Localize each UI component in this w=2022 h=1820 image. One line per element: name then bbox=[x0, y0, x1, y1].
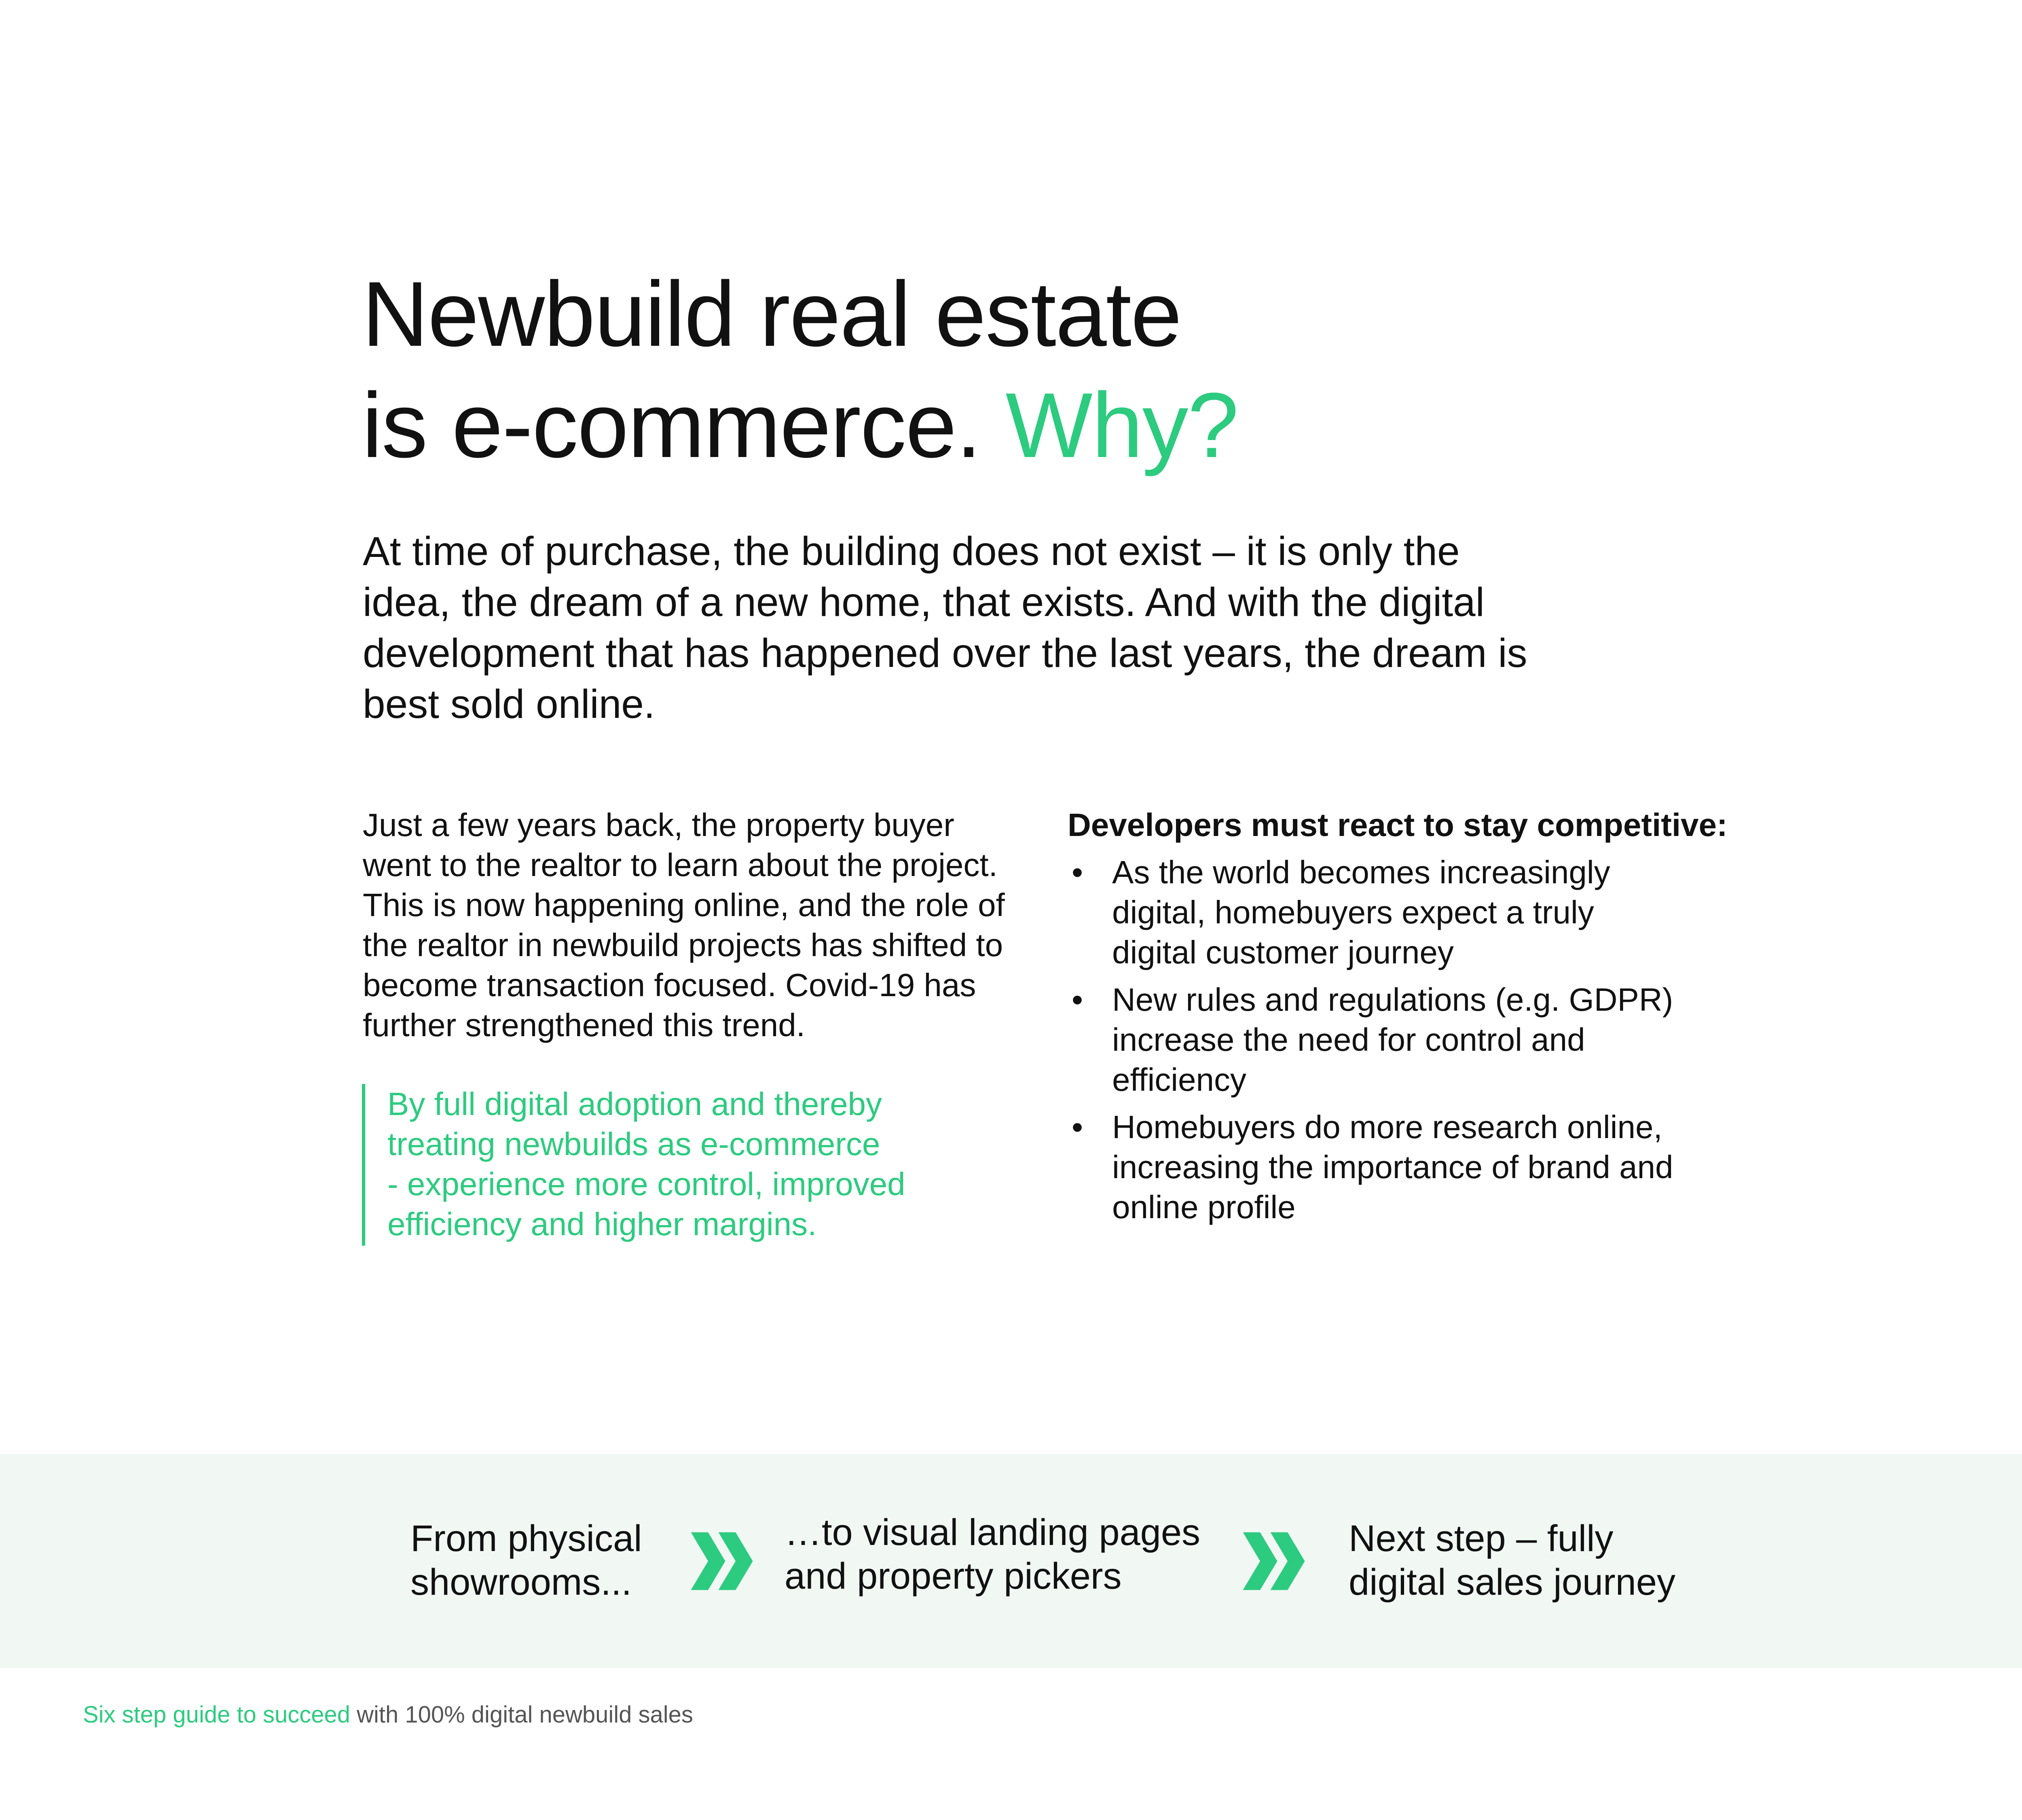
callout-line: By full digital adoption and thereby bbox=[387, 1086, 882, 1122]
body-paragraph bbox=[363, 805, 1058, 1045]
footer-tagline bbox=[83, 1701, 693, 1729]
callout-line: - experience more control, improved bbox=[387, 1166, 905, 1202]
step-line: and property pickers bbox=[785, 1555, 1122, 1597]
developers-heading: Developers must react to stay competitive: bbox=[1068, 807, 1728, 843]
intro-line: idea, the dream of a new home, that exists. And with the digital bbox=[363, 580, 1485, 625]
step-landing-pages bbox=[785, 1511, 1200, 1598]
step-line: digital sales journey bbox=[1349, 1562, 1676, 1603]
step-line: showrooms... bbox=[410, 1562, 632, 1603]
title-accent-why: Why? bbox=[1005, 374, 1238, 477]
list-item-line: increase the need for control and bbox=[1112, 1022, 1585, 1058]
step-digital-journey bbox=[1349, 1517, 1675, 1604]
list-item-line: increasing the importance of brand and bbox=[1112, 1149, 1673, 1185]
footer-rest: with 100% digital newbuild sales bbox=[350, 1701, 693, 1728]
list-item-line: digital, homebuyers expect a truly bbox=[1112, 894, 1594, 930]
page-title bbox=[362, 259, 1238, 481]
intro-paragraph bbox=[363, 526, 1738, 730]
bullet: • bbox=[1072, 982, 1083, 1018]
double-chevron-right-icon bbox=[687, 1527, 756, 1596]
body-line: the realtor in newbuild projects has shifted to bbox=[363, 927, 1003, 963]
bullet: • bbox=[1072, 854, 1083, 890]
callout-quote bbox=[362, 1084, 1034, 1246]
list-item-line: digital customer journey bbox=[1112, 934, 1454, 970]
body-line: This is now happening online, and the role of bbox=[363, 887, 1005, 923]
title-line-1: Newbuild real estate bbox=[362, 263, 1181, 366]
developers-list bbox=[1068, 852, 1796, 1227]
intro-line: At time of purchase, the building does not exist – it is only the bbox=[363, 529, 1460, 574]
title-line-2 bbox=[362, 370, 1238, 481]
intro-line: best sold online. bbox=[363, 681, 655, 727]
list-item-line: online profile bbox=[1112, 1189, 1296, 1225]
footer-accent: Six step guide to succeed bbox=[83, 1701, 350, 1728]
steps-band bbox=[0, 1454, 2022, 1668]
list-item-line: As the world becomes increasingly bbox=[1112, 854, 1610, 890]
body-line: further strengthened this trend. bbox=[363, 1007, 805, 1043]
list-item-line: efficiency bbox=[1112, 1062, 1247, 1098]
step-line: …to visual landing pages bbox=[785, 1512, 1200, 1553]
intro-line: development that has happened over the last years, the dream is bbox=[363, 631, 1527, 676]
callout-line: treating newbuilds as e-commerce bbox=[387, 1126, 880, 1162]
list-item bbox=[1068, 1107, 1796, 1227]
body-line: Just a few years back, the property buyer bbox=[363, 807, 954, 843]
double-chevron-right-icon bbox=[1239, 1527, 1308, 1596]
list-item bbox=[1068, 852, 1796, 972]
body-line: become transaction focused. Covid-19 has bbox=[363, 967, 976, 1003]
developers-section bbox=[1068, 805, 1796, 1227]
step-line: Next step – fully bbox=[1349, 1518, 1614, 1559]
bullet: • bbox=[1072, 1109, 1083, 1145]
step-physical-showrooms bbox=[410, 1517, 642, 1604]
title-line-2-prefix: is e-commerce. bbox=[362, 374, 1006, 477]
callout-line: efficiency and higher margins. bbox=[387, 1206, 817, 1242]
list-item-line: Homebuyers do more research online, bbox=[1112, 1109, 1662, 1145]
body-line: went to the realtor to learn about the project. bbox=[363, 847, 998, 883]
list-item bbox=[1068, 980, 1796, 1100]
step-line: From physical bbox=[410, 1518, 642, 1559]
list-item-line: New rules and regulations (e.g. GDPR) bbox=[1112, 982, 1673, 1018]
